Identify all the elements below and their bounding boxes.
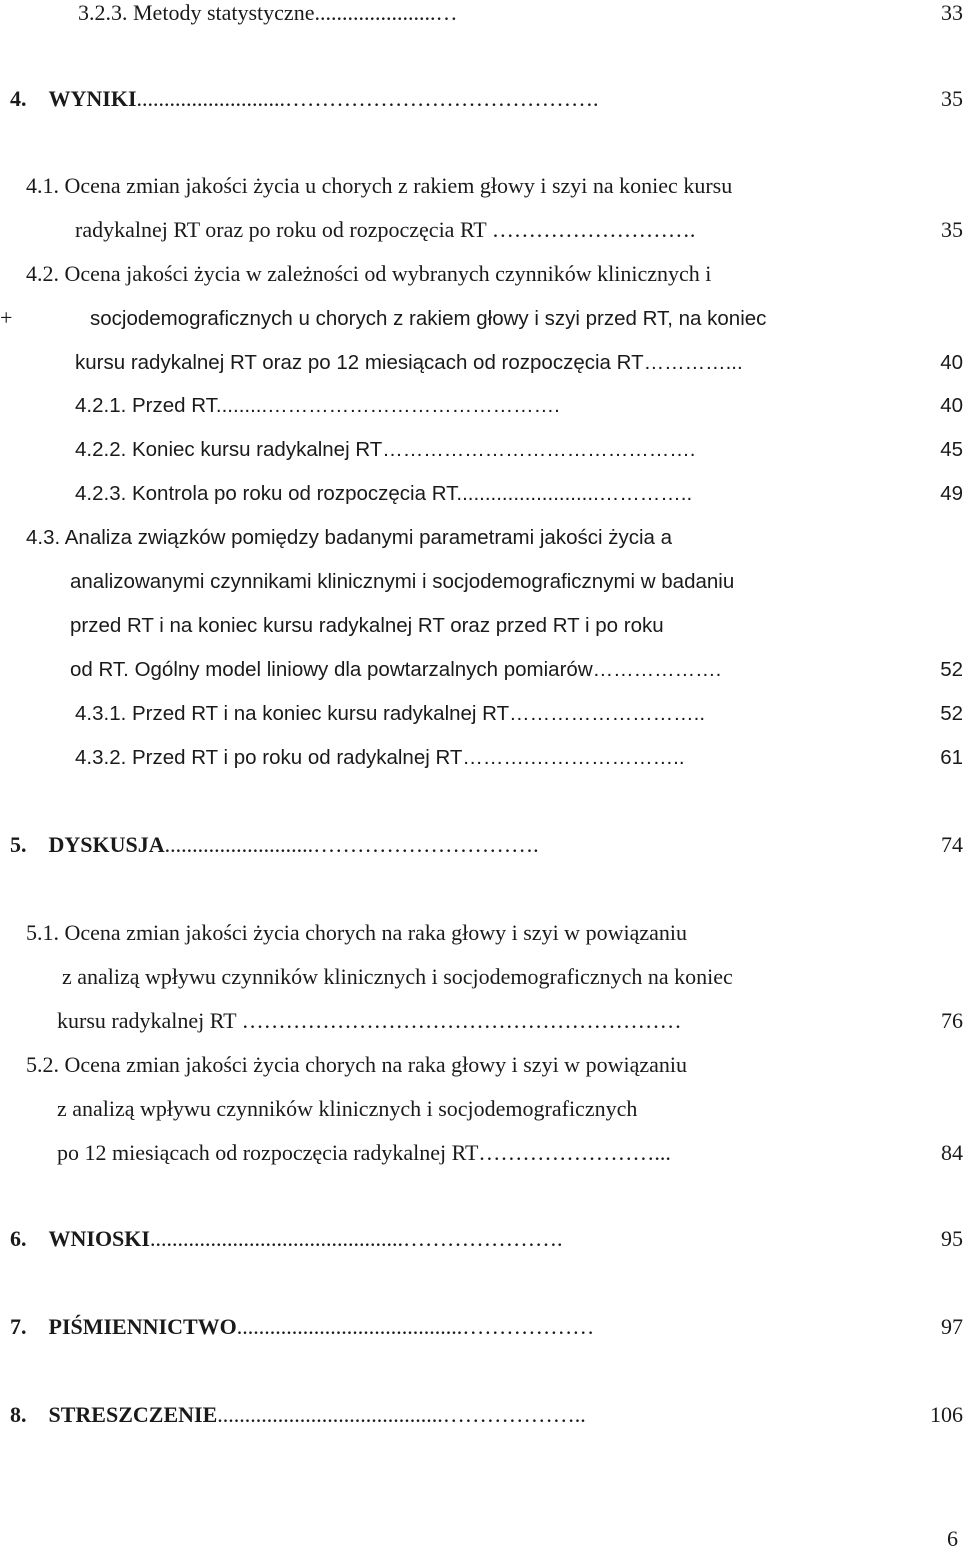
toc-entry-4-1-line1: 4.1. Ocena zmian jakości życia u chorych z rakiem głowy i szyi na koniec kursu bbox=[26, 173, 733, 198]
chapter-title: STRESZCZENIE bbox=[48, 1402, 218, 1427]
toc-entry-4-3-line3: przed RT i na koniec kursu radykalnej RT oraz przed RT i po roku bbox=[70, 614, 664, 637]
toc-page-number: 95 bbox=[941, 1226, 963, 1251]
leader-dots: .........................................……………….. bbox=[217, 1402, 586, 1427]
leader-dots: .........................................……………… bbox=[236, 1314, 595, 1339]
toc-page-number: 97 bbox=[941, 1314, 963, 1339]
toc-page-number: 52 bbox=[940, 702, 963, 725]
toc-page-number: 61 bbox=[940, 746, 963, 769]
toc-page-number: 40 bbox=[940, 394, 963, 417]
toc-entry-4-3-2: 4.3.2. Przed RT i po roku od radykalnej RT……….………………….. bbox=[75, 746, 685, 769]
toc-entry-4-2-3: 4.2.3. Kontrola po roku od rozpoczęcia RT.........................………….. bbox=[75, 482, 693, 505]
chapter-label: 4. bbox=[10, 86, 27, 111]
chapter-title: WNIOSKI bbox=[48, 1226, 150, 1251]
toc-entry-5-2-line2: z analizą wpływu czynników klinicznych i socjodemograficznych bbox=[57, 1096, 638, 1121]
toc-page-number: 35 bbox=[941, 86, 963, 111]
toc-entry-4-2-line1: 4.2. Ocena jakości życia w zależności od wybranych czynników klinicznych i bbox=[26, 261, 712, 286]
toc-entry-4-3-1: 4.3.1. Przed RT i na koniec kursu radykalnej RT……………………….. bbox=[75, 702, 706, 725]
chapter-label: 5. bbox=[10, 832, 27, 857]
chapter-label: 8. bbox=[10, 1402, 27, 1427]
toc-page-number: 106 bbox=[930, 1402, 963, 1427]
chapter-label: 6. bbox=[10, 1226, 27, 1251]
toc-entry-4-2-line3: kursu radykalnej RT oraz po 12 miesiącach od rozpoczęcia RT…………... bbox=[75, 351, 743, 374]
toc-entry-5-1-line3: kursu radykalnej RT …………………………………………………… bbox=[57, 1008, 682, 1033]
toc-chapter-7 bbox=[10, 1314, 594, 1340]
toc-chapter-6 bbox=[10, 1226, 562, 1252]
toc-page-number: 35 bbox=[941, 217, 963, 242]
plus-marker: + bbox=[0, 305, 13, 330]
leader-dots: ...........................…………………………. bbox=[164, 832, 539, 857]
chapter-title: DYSKUSJA bbox=[48, 832, 165, 857]
toc-page-number: 40 bbox=[940, 351, 963, 374]
toc-chapter-5 bbox=[10, 832, 539, 858]
toc-page-number: 45 bbox=[940, 438, 963, 461]
toc-entry-4-3-line4: od RT. Ogólny model liniowy dla powtarzalnych pomiarów………………. bbox=[70, 658, 722, 681]
toc-entry-4-2-line2: socjodemograficznych u chorych z rakiem głowy i szyi przed RT, na koniec bbox=[90, 307, 767, 330]
toc-entry-4-2-1: 4.2.1. Przed RT.........……………………………………. bbox=[75, 394, 560, 417]
toc-entry-4-3-line1: 4.3. Analiza związków pomiędzy badanymi parametrami jakości życia a bbox=[26, 526, 673, 549]
leader-dots: ...........................……………………………………. bbox=[136, 86, 599, 111]
toc-page-number: 84 bbox=[941, 1140, 963, 1165]
toc-chapter-4 bbox=[10, 86, 599, 112]
chapter-title: PIŚMIENNICTWO bbox=[48, 1314, 237, 1339]
toc-page-number: 52 bbox=[940, 658, 963, 681]
toc-page-number: 76 bbox=[941, 1008, 963, 1033]
toc-page-number: 33 bbox=[941, 0, 963, 25]
toc-entry-4-2-2: 4.2.2. Koniec kursu radykalnej RT………………………………………. bbox=[75, 438, 696, 461]
toc-entry-5-2-line3: po 12 miesiącach od rozpoczęcia radykalnej RT……………………... bbox=[57, 1140, 671, 1165]
toc-page-number: 49 bbox=[940, 482, 963, 505]
toc-entry-5-1-line1: 5.1. Ocena zmian jakości życia chorych na raka głowy i szyi w powiązaniu bbox=[26, 920, 687, 945]
toc-chapter-8 bbox=[10, 1402, 586, 1428]
leader-dots: ..............................................…………………. bbox=[149, 1226, 563, 1251]
toc-entry-3-2-3: 3.2.3. Metody statystyczne......................… bbox=[78, 0, 458, 25]
toc-page-number: 74 bbox=[941, 832, 963, 857]
toc-entry-5-2-line1: 5.2. Ocena zmian jakości życia chorych na raka głowy i szyi w powiązaniu bbox=[26, 1052, 687, 1077]
toc-entry-4-3-line2: analizowanymi czynnikami klinicznymi i socjodemograficznymi w badaniu bbox=[70, 570, 735, 593]
toc-entry-4-1-line2: radykalnej RT oraz po roku od rozpoczęcia RT ………………………. bbox=[75, 217, 696, 242]
toc-entry-5-1-line2: z analizą wpływu czynników klinicznych i socjodemograficznych na koniec bbox=[62, 964, 733, 989]
chapter-title: WYNIKI bbox=[48, 86, 137, 111]
chapter-label: 7. bbox=[10, 1314, 27, 1339]
page-number: 6 bbox=[947, 1526, 958, 1551]
